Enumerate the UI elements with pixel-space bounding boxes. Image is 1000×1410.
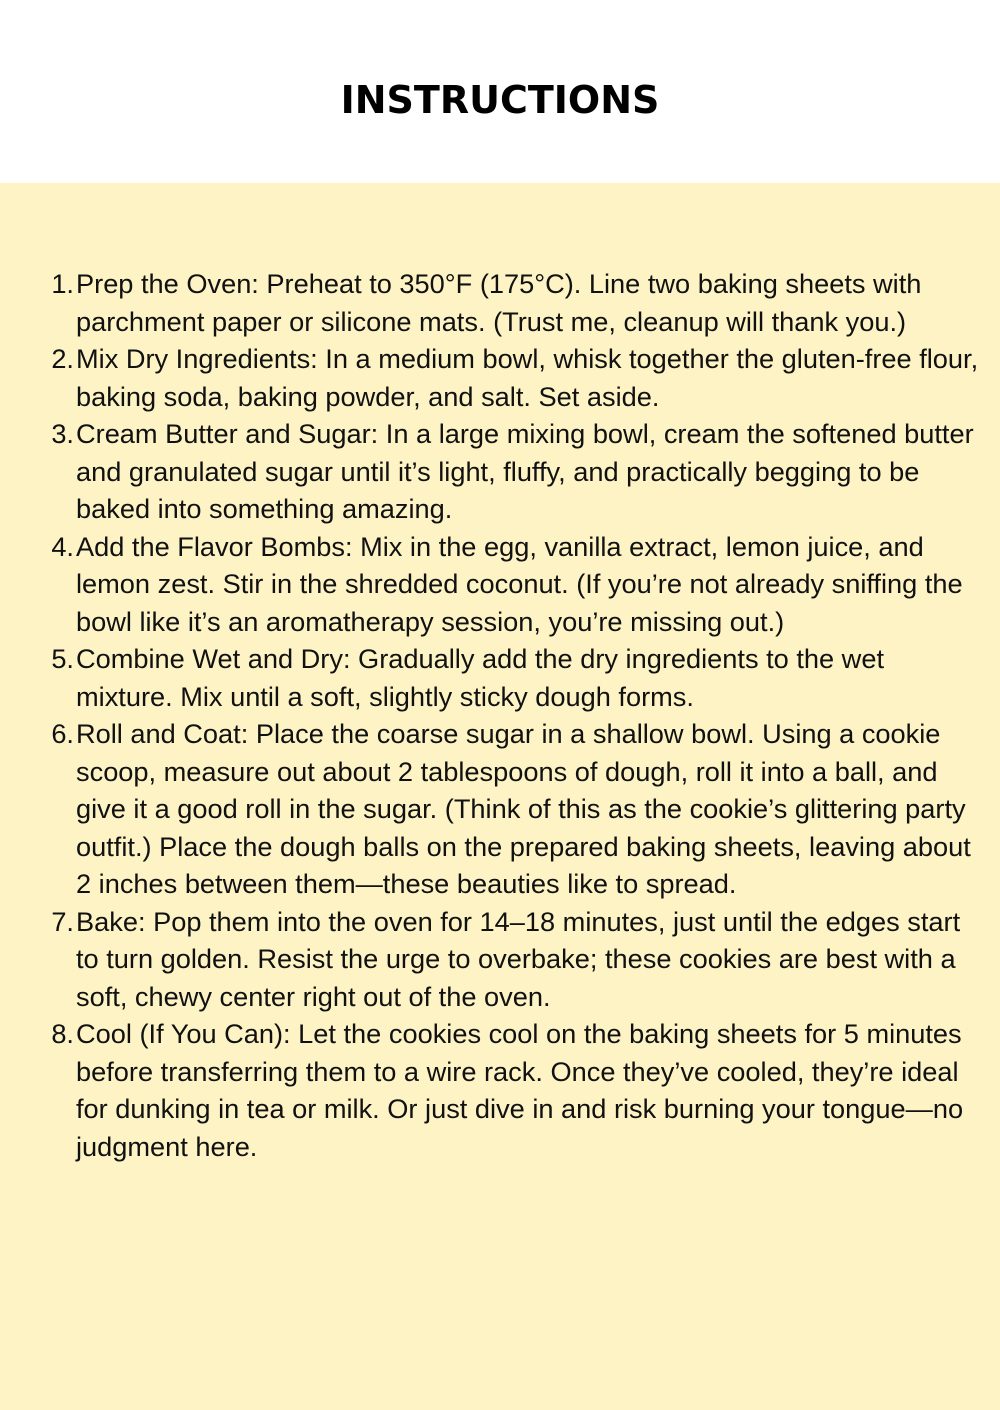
list-item-step-2 — [0, 340, 1000, 415]
step-text: Add the Flavor Bombs: Mix in the egg, vanilla extract, lemon juice, and lemon zest. Stir in the shredded coconut. (If you’re not already sniffing the bowl like it’s an aromatherapy session, you’re missing out.) — [76, 530, 963, 637]
step-number: 5. — [51, 643, 74, 674]
step-number: 3. — [51, 418, 74, 449]
list-item-step-8 — [0, 1015, 1000, 1165]
page-title: INSTRUCTIONS — [340, 78, 660, 122]
step-text: Mix Dry Ingredients: In a medium bowl, whisk together the gluten-free flour, baking soda, baking powder, and salt. Set aside. — [76, 343, 979, 412]
step-number: 1. — [51, 268, 74, 299]
list-item-step-1 — [0, 265, 1000, 340]
step-number: 4. — [51, 530, 74, 562]
step-number: 7. — [51, 905, 74, 937]
step-text: Roll and Coat: Place the coarse sugar in a shallow bowl. Using a cookie scoop, measure out about 2 tablespoons of dough, roll it into a ball, and give it a good roll in the sugar. (Think of this as the cookie’s glittering party outfit.) Place the dough balls on the prepared baking sheets, leaving about 2 inches between them—these beauties like to spread. — [76, 718, 971, 899]
instructions-panel — [0, 183, 1000, 1410]
step-text: Bake: Pop them into the oven for 14–18 minutes, just until the edges start to turn golden. Resist the urge to overbake; these cookies are best with a soft, chewy center right out of the oven. — [76, 905, 961, 1012]
list-item-step-3 — [0, 415, 1000, 528]
list-item-step-6 — [0, 715, 1000, 903]
instructions-list — [0, 265, 1000, 1165]
list-item-step-4 — [0, 528, 1000, 641]
step-text: Prep the Oven: Preheat to 350°F (175°C). Line two baking sheets with parchment paper or silicone mats. (Trust me, cleanup will thank you.) — [76, 268, 922, 337]
list-item-step-5 — [0, 640, 1000, 715]
step-text: Combine Wet and Dry: Gradually add the dry ingredients to the wet mixture. Mix until a soft, slightly sticky dough forms. — [76, 643, 884, 712]
title-band — [0, 0, 1000, 183]
step-number: 8. — [51, 1018, 74, 1049]
step-number: 6. — [51, 718, 74, 749]
step-number: 2. — [51, 343, 74, 374]
step-text: Cool (If You Can): Let the cookies cool on the baking sheets for 5 minutes before transferring them to a wire rack. Once they’ve cooled, they’re ideal for dunking in tea or milk. Or just dive in and risk burning your tongue—no judgment here. — [76, 1018, 964, 1162]
step-text: Cream Butter and Sugar: In a large mixing bowl, cream the softened butter and granulated sugar until it’s light, fluffy, and practically begging to be baked into something amazing. — [76, 418, 974, 524]
list-item-step-7 — [0, 903, 1000, 1016]
